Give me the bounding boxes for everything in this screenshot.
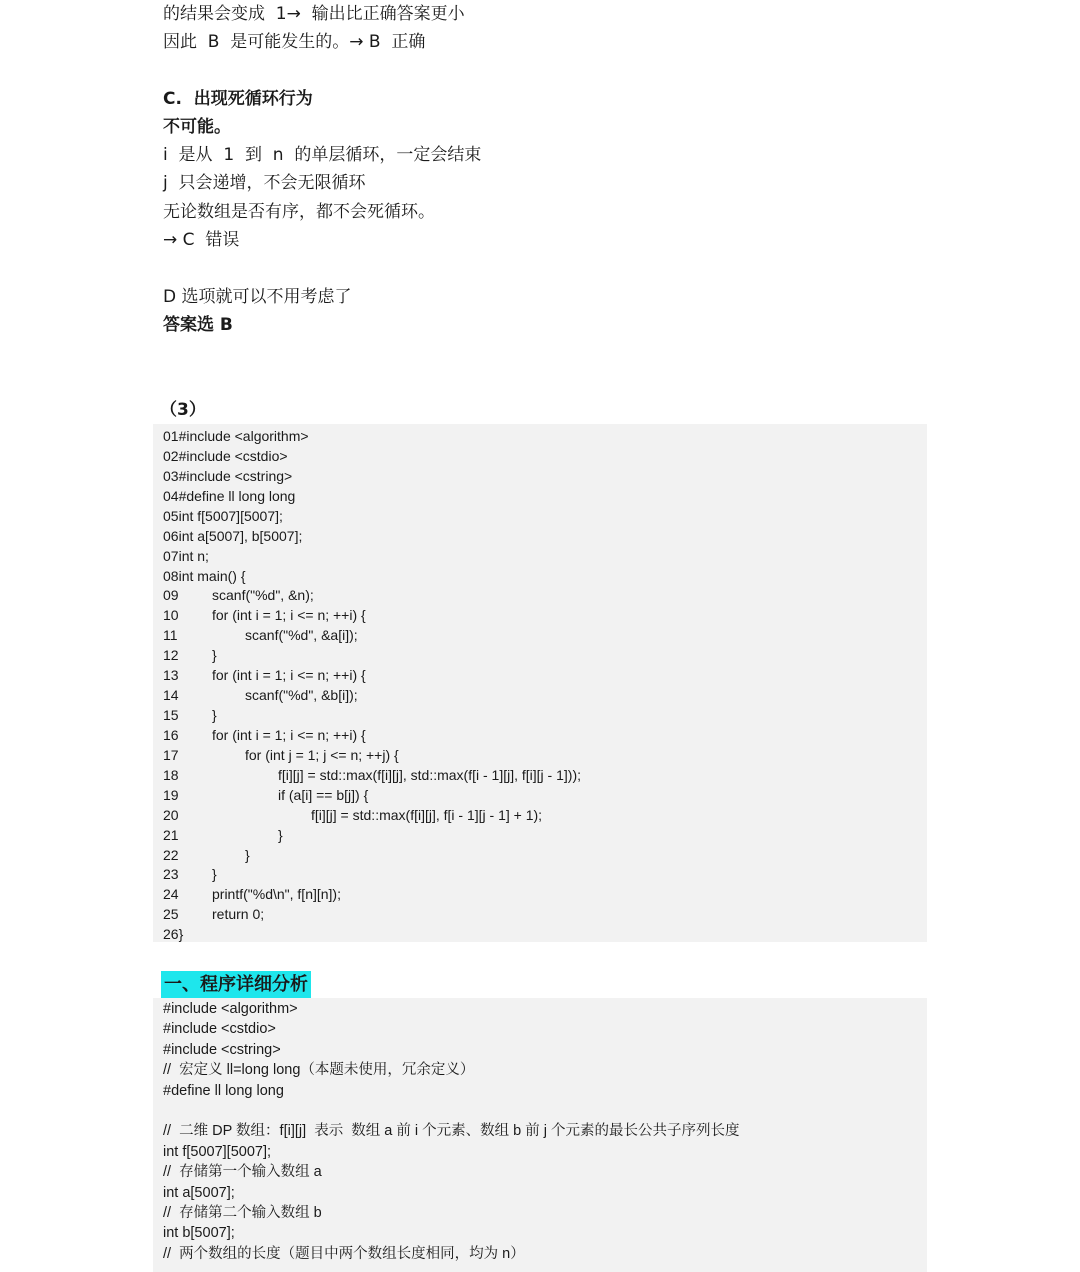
line-number: 07 [163,547,179,564]
code-line [163,865,217,883]
line-number: 03 [163,467,179,484]
line-number: 05 [163,507,179,524]
line-number: 09 [163,587,179,604]
option-d-note: D 选项就可以不用考虑了 [163,287,352,307]
line-number: 02 [163,447,179,464]
analysis-line: int a[5007]; [163,1184,235,1201]
code-text: } [212,707,217,724]
code-line [163,606,366,624]
line-number: 14 [163,687,179,704]
code-text: int n; [178,547,209,564]
option-c-reason-1: i 是从 1 到 n 的单层循环，一定会结束 [163,145,482,165]
line-number: 26 [163,926,179,943]
analysis-line: // 二维 DP 数组：f[i][j] 表示 数组 a 前 i 个元素、数组 b 前 j 个元素的最长公共子序列长度 [163,1123,740,1140]
code-line [163,786,368,804]
code-line [163,826,283,844]
code-line [163,686,358,704]
intro-line-1: 的结果会变成 1→ 输出比正确答案更小 [163,4,465,24]
analysis-line: #include <cstdio> [163,1021,276,1038]
analysis-line: // 宏定义 ll=long long（本题未使用，冗余定义） [163,1062,475,1079]
analysis-line: // 两个数组的长度（题目中两个数组长度相同，均为 n） [163,1245,525,1262]
code-text: return 0; [212,906,265,923]
intro-line-2: 因此 B 是可能发生的。→ B 正确 [163,32,426,52]
line-number: 21 [163,826,179,843]
code-text: if (a[i] == b[j]) { [278,786,369,803]
code-text: #define ll long long [178,487,296,504]
code-text: for (int i = 1; i <= n; ++i) { [212,726,366,743]
line-number: 15 [163,707,179,724]
analysis-line: #define ll long long [163,1082,284,1099]
code-line [163,646,217,664]
line-number: 19 [163,786,179,803]
analysis-code-block [153,998,927,1272]
code-line [163,746,399,764]
line-number: 18 [163,766,179,783]
analysis-line: #include <algorithm> [163,1001,298,1017]
option-c-reason-2: j 只会递增，不会无限循环 [163,173,366,193]
code-line [163,547,209,565]
code-text: #include <algorithm> [178,428,309,444]
code-text: f[i][j] = std::max(f[i][j], std::max(f[i - 1][j], f[i][j - 1])); [278,766,581,783]
line-number: 12 [163,647,179,664]
code-line [163,427,309,445]
code-text: scanf("%d", &n); [212,587,314,604]
answer: 答案选 B [163,315,233,335]
code-text: } [178,926,184,943]
analysis-line: // 存储第二个输入数组 b [163,1205,322,1221]
line-number: 20 [163,806,179,823]
option-c-title: C. 出现死循环行为 [163,89,313,109]
line-number: 22 [163,846,179,863]
code-line [163,626,358,644]
code-text: #include <cstring> [178,467,293,484]
code-text: for (int i = 1; i <= n; ++i) { [212,667,366,684]
code-text: scanf("%d", &a[i]); [245,627,358,644]
code-line [163,447,288,465]
code-text: #include <cstdio> [178,447,288,464]
code-line [163,706,217,724]
code-line [163,905,264,923]
line-number: 11 [163,627,178,644]
analysis-line: #include <cstring> [163,1041,281,1058]
code-line [163,925,183,943]
analysis-line: int f[5007][5007]; [163,1143,272,1160]
code-line [163,507,283,525]
code-line [163,586,314,604]
code-text: int a[5007], b[5007]; [178,527,303,544]
code-text: } [212,647,217,664]
line-number: 17 [163,746,179,763]
code-line [163,666,366,684]
line-number: 01 [163,428,179,444]
code-text: } [278,826,283,843]
line-number: 06 [163,527,179,544]
option-c-reason-3: 无论数组是否有序，都不会死循环。 [163,202,435,222]
code-line [163,726,366,744]
option-c-conclusion: → C 错误 [163,230,240,250]
line-number: 13 [163,667,179,684]
line-number: 23 [163,866,179,883]
line-number: 24 [163,886,179,903]
code-text: printf("%d\n", f[n][n]); [212,886,341,903]
code-line [163,846,250,864]
code-text: for (int i = 1; i <= n; ++i) { [212,607,366,624]
code-line [163,885,341,903]
code-line [163,467,292,485]
code-text: scanf("%d", &b[i]); [245,687,358,704]
analysis-line: int b[5007]; [163,1225,235,1242]
code-text: for (int j = 1; j <= n; ++j) { [245,746,399,763]
code-text: } [212,866,217,883]
code-text: } [245,846,250,863]
line-number: 04 [163,487,179,504]
code-text: int f[5007][5007]; [178,507,283,524]
line-number: 08 [163,567,179,584]
code-line [163,806,542,824]
line-number: 16 [163,726,179,743]
code-text: int main() { [178,567,246,584]
analysis-heading: 一、程序详细分析 [161,971,311,998]
code-line [163,487,295,505]
option-c-verdict: 不可能。 [163,117,231,137]
section-label: （3） [160,400,206,420]
code-block [153,424,927,942]
code-line [163,567,246,585]
code-text: f[i][j] = std::max(f[i][j], f[i - 1][j - 1] + 1); [311,806,543,823]
code-line [163,527,302,545]
analysis-line: // 存储第一个输入数组 a [163,1164,322,1181]
code-line [163,766,581,784]
line-number: 25 [163,906,179,923]
line-number: 10 [163,607,179,624]
